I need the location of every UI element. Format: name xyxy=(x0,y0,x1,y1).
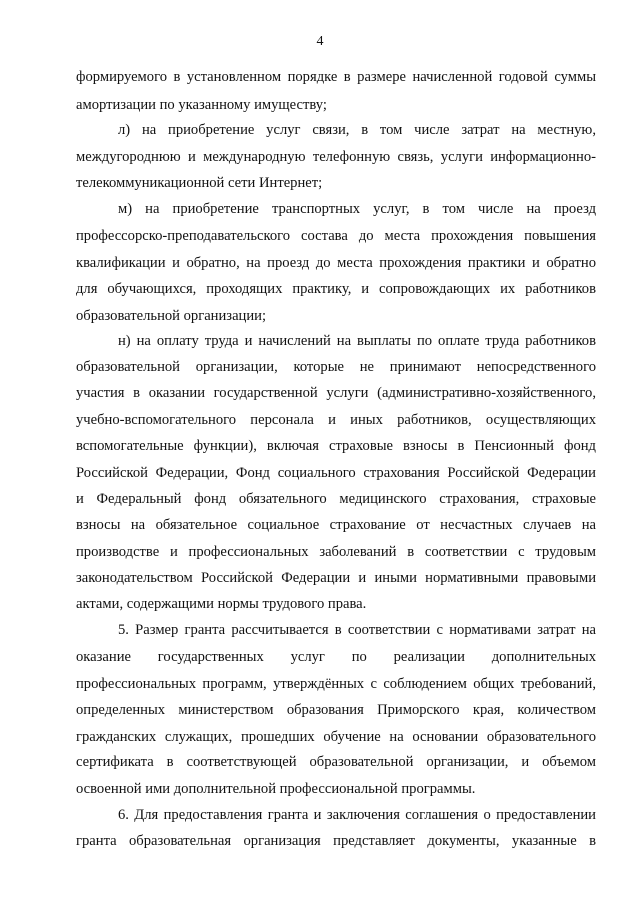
text-line: формируемого в установленном порядке в размере начисленной годовой суммы xyxy=(76,69,596,85)
text-line: 6. Для предоставления гранта и заключения соглашения о предоставлении xyxy=(118,807,596,823)
page-number: 4 xyxy=(316,34,324,49)
text-line: гражданских служащих, прошедших обучение на основании образовательного xyxy=(76,729,596,745)
text-line: для обучающихся, проходящих практику, и сопровождающих их работников xyxy=(76,281,596,297)
text-line: м) на приобретение транспортных услуг, в том числе на проезд xyxy=(118,201,596,217)
text-line: профессиональных программ, утверждённых с соблюдением общих требований, xyxy=(76,676,596,692)
text-line: л) на приобретение услуг связи, в том числе затрат на местную, xyxy=(118,122,596,138)
text-line: производстве и профессиональных заболеваний в соответствии с трудовым xyxy=(76,544,596,560)
text-line: телекоммуникационной сети Интернет; xyxy=(76,175,323,191)
text-line: профессорско-преподавательского состава до места прохождения повышения xyxy=(76,228,596,244)
text-line: квалификации и обратно, на проезд до места прохождения практики и обратно xyxy=(76,255,596,271)
text-line: амортизации по указанному имуществу; xyxy=(76,97,327,113)
text-line: актами, содержащими нормы трудового права. xyxy=(76,596,367,612)
text-line: законодательством Российской Федерации и иными нормативными правовыми xyxy=(76,570,596,586)
text-line: междугороднюю и международную телефонную связь, услуги информационно- xyxy=(76,149,596,165)
text-line: освоенной ими дополнительной профессиональной программы. xyxy=(76,781,476,797)
text-line: участия в оказании государственной услуги (административно-хозяйственного, xyxy=(76,385,596,401)
text-line: и Федеральный фонд обязательного медицинского страхования, страховые xyxy=(76,491,596,507)
text-line: взносы на обязательное социальное страхование от несчастных случаев на xyxy=(76,517,596,533)
text-line: вспомогательные функции), включая страховые взносы в Пенсионный фонд xyxy=(76,438,596,454)
text-line: гранта образовательная организация представляет документы, указанные в xyxy=(76,833,596,849)
text-line: образовательной организации, которые не принимают непосредственного xyxy=(76,359,596,375)
text-line: Российской Федерации, Фонд социального страхования Российской Федерации xyxy=(76,465,596,481)
text-line: н) на оплату труда и начислений на выплаты по оплате труда работников xyxy=(118,333,596,349)
text-line: 5. Размер гранта рассчитывается в соответствии с нормативами затрат на xyxy=(118,622,596,638)
text-line: определенных министерством образования Приморского края, количеством xyxy=(76,702,596,718)
text-line: сертификата в соответствующей образовательной организации, и объемом xyxy=(76,754,596,770)
text-line: оказание государственных услуг по реализации дополнительных xyxy=(76,649,596,665)
text-line: образовательной организации; xyxy=(76,308,267,324)
text-line: учебно-вспомогательного персонала и иных работников, осуществляющих xyxy=(76,412,596,428)
